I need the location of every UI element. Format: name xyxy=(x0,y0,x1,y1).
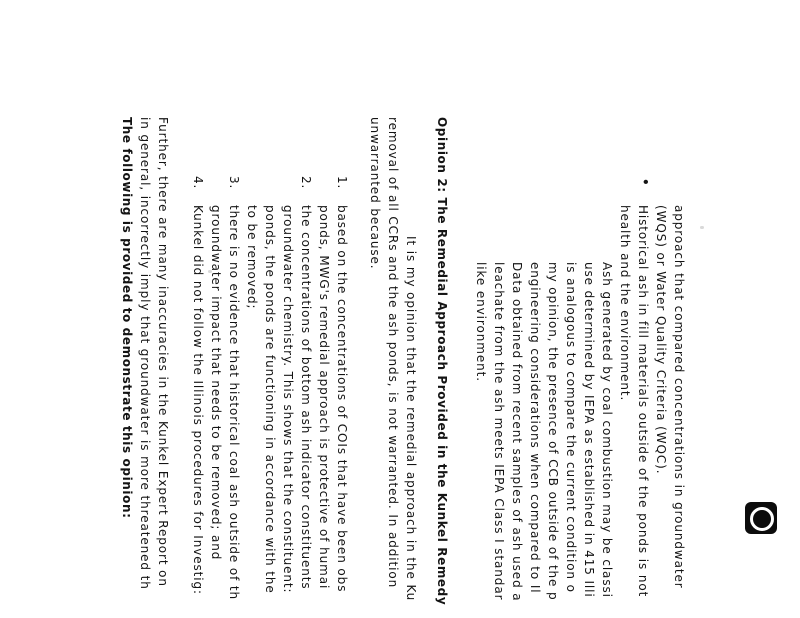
text-line: engineering considerations when compared to Il xyxy=(528,262,542,594)
scan-speck xyxy=(700,226,704,229)
text-line: Ash generated by coal combustion may be classi xyxy=(600,262,614,598)
text-line: leachate from the ash meets IEPA Class I standar xyxy=(492,262,506,601)
text-line: Further, there are many inaccuracies in the Kunkel Expert Report on xyxy=(156,117,170,587)
text-line: health and the environment. xyxy=(618,205,632,402)
text-line: It is my opinion that the remedial approach in the Ku xyxy=(404,236,418,602)
text-line: approach that compared concentrations in groundwater xyxy=(672,205,686,589)
text-line: use determined by IEPA as established in 415 Illi xyxy=(582,262,596,598)
list-number: 4. xyxy=(191,176,205,190)
text-line: like environment. xyxy=(474,262,488,382)
bullet-marker: • xyxy=(638,178,652,186)
text-line: Kunkel did not follow the Illinois procedures for Investig: xyxy=(191,205,205,595)
page-marker-icon xyxy=(745,502,777,534)
text-line: to be removed; xyxy=(245,205,259,310)
list-number: 3. xyxy=(227,176,241,190)
text-line: in general, incorrectly imply that groundwater is more threatened th xyxy=(138,117,152,590)
text-line: Data obtained from recent samples of ash used a xyxy=(510,262,524,602)
text-line: groundwater impact that needs to be removed; and xyxy=(209,205,223,561)
opinion-heading: Opinion 2: The Remedial Approach Provided in the Kunkel Remedy xyxy=(435,117,449,606)
text-line: based on the concentrations of COIs that have been obs xyxy=(335,205,349,593)
text-line: the concentrations of bottom ash indicator constituents xyxy=(299,205,313,590)
list-number: 2. xyxy=(299,176,313,190)
text-line: groundwater chemistry. This shows that the constituent: xyxy=(281,205,295,594)
text-line: removal of all CCRs and the ash ponds, is not warranted. In addition xyxy=(386,117,400,589)
text-line: is analogous to compare the current condition o xyxy=(564,262,578,593)
text-line: The following is provided to demonstrate this opinion: xyxy=(120,117,134,519)
text-line: ponds, the ponds are functioning in accordance with the xyxy=(263,205,277,594)
text-line: ponds, MWG's remedial approach is protective of humai xyxy=(317,205,331,590)
list-number: 1. xyxy=(335,176,349,190)
text-line: there is no evidence that historical coal ash outside of th xyxy=(227,205,241,601)
text-line: Historical ash in fill materials outside of the ponds is not xyxy=(636,205,650,598)
text-line: unwarranted because. xyxy=(368,117,382,270)
text-line: (WQS) or Water Quality Criteria (WQC). xyxy=(654,205,668,475)
text-line: my opinion, the presence of CCB outside of the p xyxy=(546,262,560,601)
